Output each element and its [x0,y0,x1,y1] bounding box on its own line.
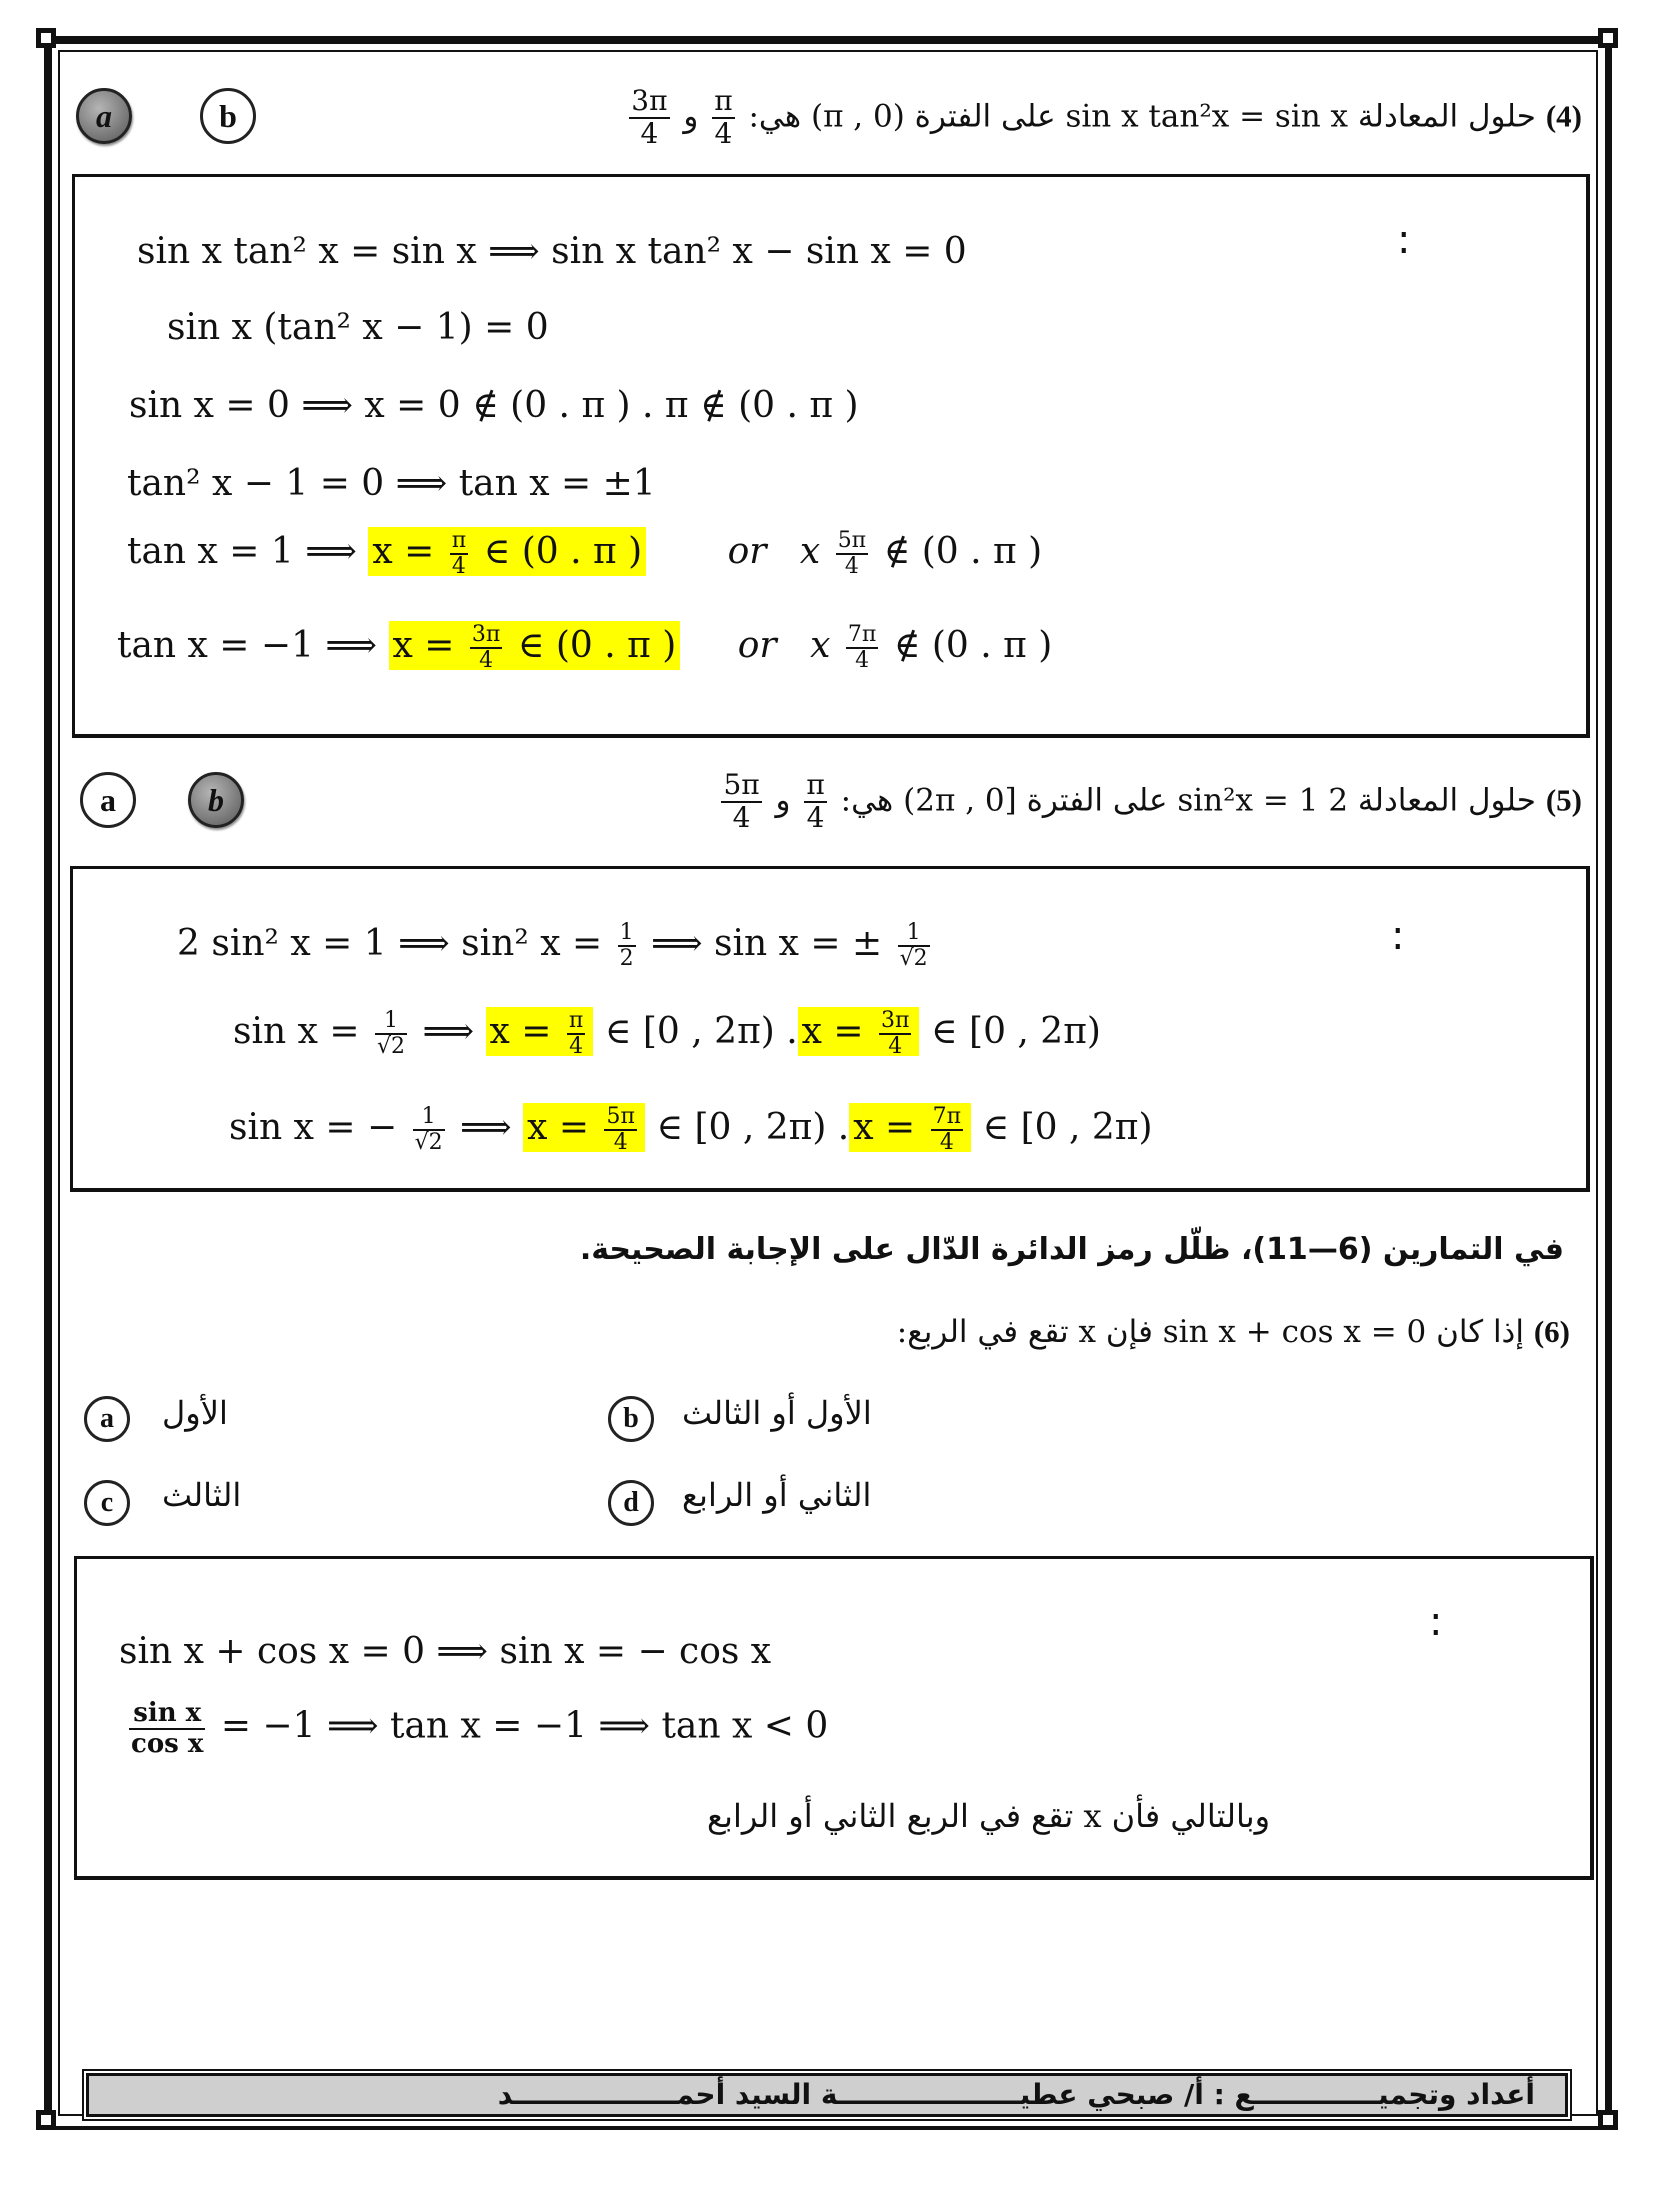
q4-l6-highlight: x = $\frac{3\pi}{4}$ ∈ (0 . π ) [389,621,681,670]
q4-answer-frac-b: $\frac{3\pi}{4}$ [631,84,668,150]
q6-option-b-text: الأول أو الثالث [682,1394,872,1432]
q4-number: (4) [1545,98,1582,134]
q5-l2-highlight-1: x = $\frac{\pi}{4}$ [486,1007,594,1056]
corner-ornament-bottom-left [36,2110,56,2130]
q6-question [897,1314,1570,1350]
q6-sol-conclusion: وبالتالي فأن x تقع في الربع الثاني أو الرابع [707,1797,1271,1835]
q4-l6-pre: tan x = −1 ⟹ [117,625,378,667]
q4-solution-box [72,174,1590,738]
q5-l2-highlight-2: x = $\frac{3\pi}{4}$ [798,1007,920,1056]
q5-sol-line-1: 2 sin² x = 1 ⟹ sin² x = $\frac{1}{2}$ ⟹ sin x = ± $\frac{1}{√2}$ [177,920,928,972]
q4-l5-pre: tan x = 1 ⟹ [127,531,357,573]
q4-l6-or: or [737,625,777,667]
q4-choice-a[interactable]: a [76,88,132,144]
corner-ornament-top-right [1598,28,1618,48]
q6-l2-frac: $\frac{\text{sin x}}{\text{cos x}}$ [131,1698,204,1759]
corner-ornament-top-left [36,28,56,48]
q6-option-d-text: الثاني أو الرابع [682,1476,872,1514]
q6-choice-a[interactable]: a [84,1396,130,1442]
q6-colon: : [1429,1599,1443,1645]
q4-l5-frac: $\frac{5\pi}{4}$ [837,528,867,580]
q5-answer-and: و [775,782,791,819]
q4-question [625,86,1582,150]
q5-solution-box [70,866,1590,1192]
q6-choice-d[interactable]: d [608,1480,654,1526]
q5-sol-line-3: sin x = − $\frac{1}{√2}$ ⟹ x = $\frac{5\pi}{4}$ ∈ [0 , 2π) . x = $\frac{7\pi}{4}$ ∈ [0 , 2π) [229,1104,1153,1156]
q4-sol-line-3: sin x = 0 ⟹ x = 0 ∉ (0 . π ) . π ∉ (0 . π ) [129,385,859,426]
footer-author: أعداد وتجميـــــــــــــع : أ/ صبحي عطيـــــــــــــــــــة السيد أحمـــــــــــــــــد [497,2078,1535,2111]
q5-l3-highlight-2: x = $\frac{7\pi}{4}$ [849,1103,971,1152]
q6-choice-b[interactable]: b [608,1396,654,1442]
q5-l2-frac: $\frac{1}{√2}$ [376,1008,405,1060]
q5-choice-b[interactable]: b [188,772,244,828]
exercise-instructions: في التمارين (6—11)، ظلّل رمز الدائرة الدّال على الإجابة الصحيحة. [579,1232,1564,1267]
q6-option-c-text: الثالث [162,1476,242,1514]
q4-l5-hl-frac: $\frac{\pi}{4}$ [451,528,467,580]
q4-sol-line-2: sin x (tan² x − 1) = 0 [167,307,549,348]
footer-bar [86,2073,1568,2117]
q4-l5-or: or [727,531,767,573]
q4-answer-frac-a: $\frac{\pi}{4}$ [714,84,733,150]
q5-colon: : [1391,913,1405,959]
q4-l5-highlight: x = $\frac{\pi}{4}$ ∈ (0 . π ) [368,527,646,576]
q4-sol-line-1: sin x tan² x = sin x ⟹ sin x tan² x − sin x = 0 [137,231,967,272]
q4-text: حلول المعادلة sin x tan²x = sin x على الفترة (0 , π) هي: [748,98,1536,135]
q5-question [717,770,1582,834]
q4-sol-line-5: tan x = 1 ⟹ x = $\frac{\pi}{4}$ ∈ (0 . π ) or x $\frac{5\pi}{4}$ ∉ (0 . π ) [127,528,1043,580]
q4-sol-line-6: tan x = −1 ⟹ x = $\frac{3\pi}{4}$ ∈ (0 . π ) or x $\frac{7\pi}{4}$ ∉ (0 . π ) [117,622,1053,674]
q5-answer-frac-a: $\frac{\pi}{4}$ [806,768,825,834]
q5-l1-frac: $\frac{1}{2}$ [619,920,634,972]
corner-ornament-bottom-right [1598,2110,1618,2130]
q5-choice-a[interactable]: a [80,772,136,828]
q5-sol-line-2: sin x = $\frac{1}{√2}$ ⟹ x = $\frac{\pi}{4}$ ∈ [0 , 2π) . x = $\frac{3\pi}{4}$ ∈ [0 , 2π) [233,1008,1101,1060]
q6-sol-line-1: sin x + cos x = 0 ⟹ sin x = − cos x [119,1631,772,1672]
q6-solution-box [74,1556,1594,1880]
q6-number: (6) [1533,1314,1570,1349]
q4-choice-b[interactable]: b [200,88,256,144]
q4-colon: : [1397,217,1411,263]
q5-l1-frac2: $\frac{1}{√2}$ [899,920,928,972]
q6-sol-line-2: $\frac{\text{sin x}}{\text{cos x}}$ = −1 ⟹ tan x = −1 ⟹ tan x < 0 [131,1698,829,1759]
q6-choice-c[interactable]: c [84,1480,130,1526]
q4-answer-and: و [683,98,699,135]
q6-text: إذا كان sin x + cos x = 0 فإن x تقع في الربع: [896,1314,1524,1350]
q5-l3-highlight-1: x = $\frac{5\pi}{4}$ [523,1103,645,1152]
q4-l6-hl-frac: $\frac{3\pi}{4}$ [471,622,501,674]
q5-text: حلول المعادلة 2 sin²x = 1 على الفترة [0 , 2π) هي: [840,782,1536,819]
q5-l3-frac: $\frac{1}{√2}$ [414,1104,443,1156]
q4-l6-frac: $\frac{7\pi}{4}$ [847,622,877,674]
q5-answer-frac-b: $\frac{5\pi}{4}$ [723,768,760,834]
q5-number: (5) [1545,782,1582,818]
q4-sol-line-4: tan² x − 1 = 0 ⟹ tan x = ±1 [127,463,656,504]
q6-option-a-text: الأول [162,1394,228,1432]
